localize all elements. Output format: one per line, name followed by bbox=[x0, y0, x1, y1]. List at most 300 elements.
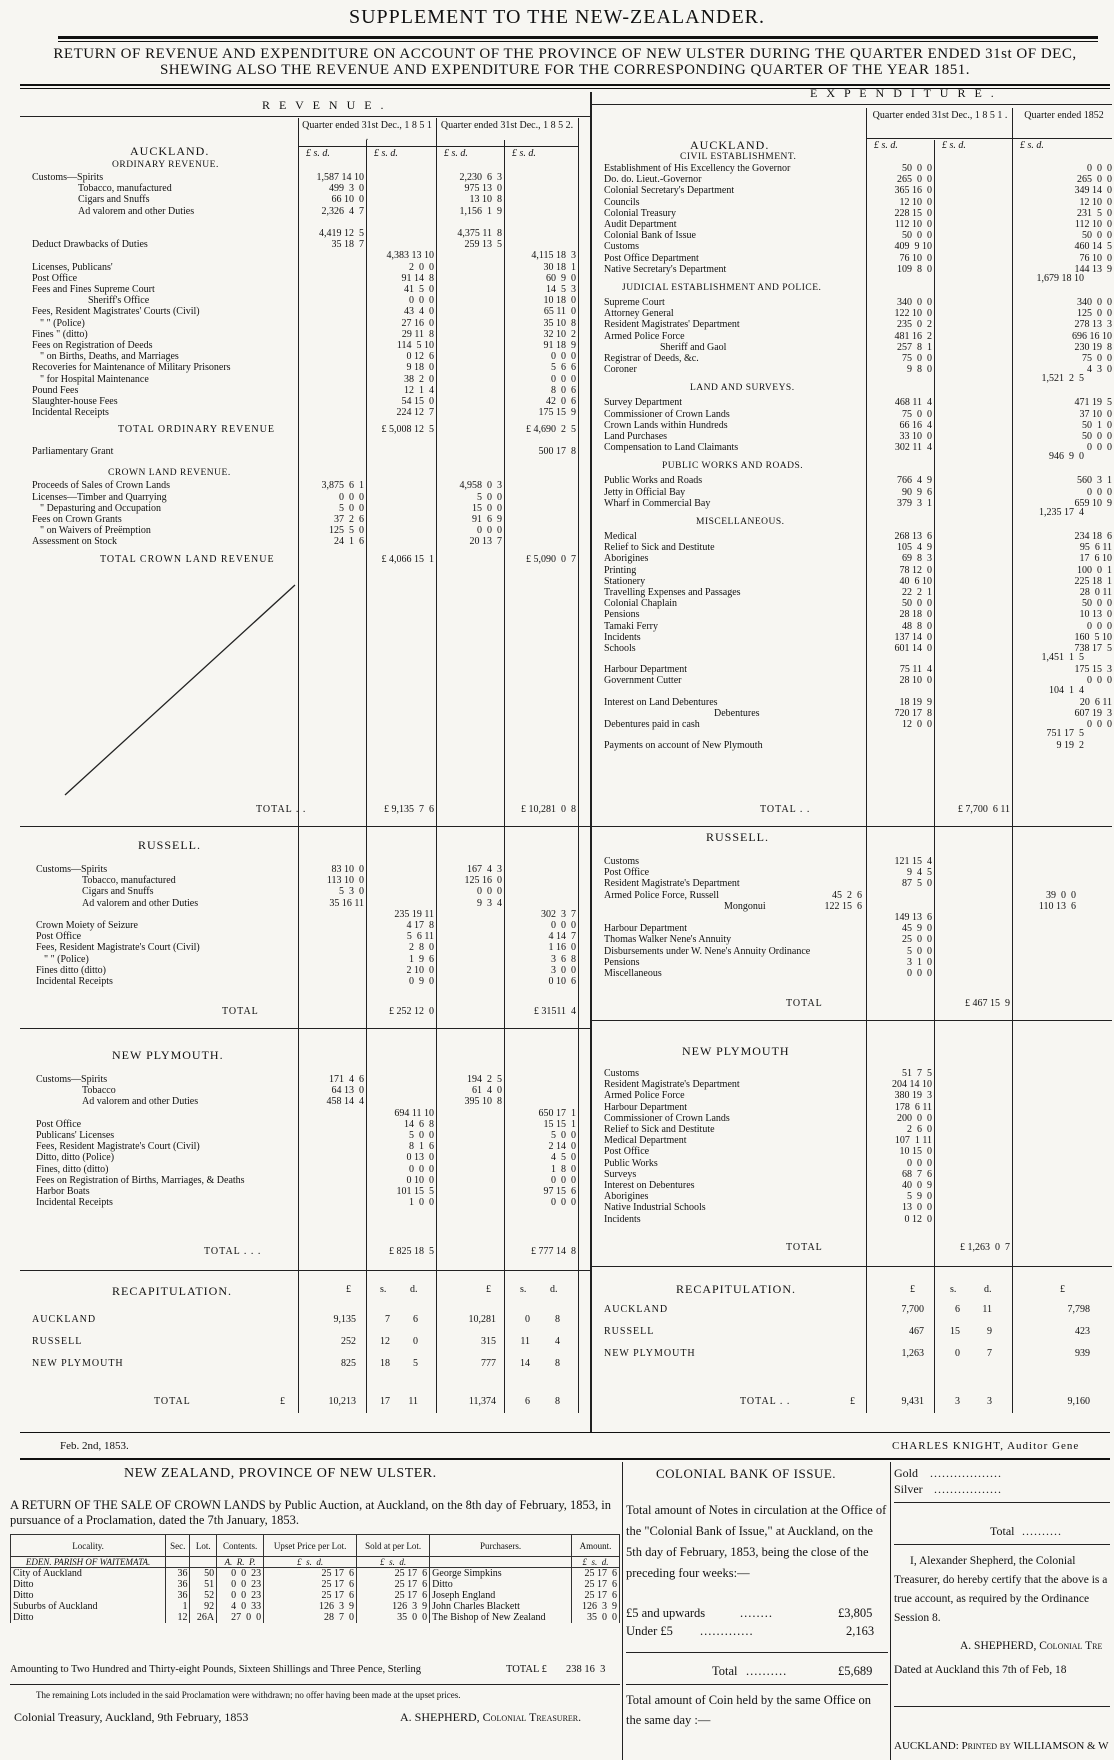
expenditure-line: Harbour Department bbox=[604, 923, 688, 935]
expenditure-line: Tamaki Ferry bbox=[604, 620, 659, 632]
lsd-header: £ bbox=[486, 1284, 491, 1295]
amount-1851-detail: 35 16 11 bbox=[329, 897, 364, 909]
amount-1852-detail: 1,156 1 9 bbox=[459, 205, 502, 217]
amount-1851-detail: 235 0 2 bbox=[897, 319, 932, 331]
crown-sale-header: Amount. bbox=[571, 1535, 619, 1557]
leader-dots: ........ bbox=[740, 1606, 773, 1620]
exp-col-line bbox=[934, 140, 935, 1413]
amount-1851: 3 1 0 bbox=[907, 956, 932, 968]
recap-total-shillings-1851: 3 bbox=[955, 1396, 960, 1407]
revenue-line: Tobacco, manufactured bbox=[82, 875, 176, 887]
expenditure-line: Pensions bbox=[604, 609, 640, 621]
rev-col-line bbox=[366, 140, 367, 1413]
crown-sale-title: NEW ZEALAND, PROVINCE OF NEW ULSTER. bbox=[124, 1466, 437, 1481]
rev-q1-header: Quarter ended 31st Dec., 1 8 5 1 . bbox=[302, 120, 432, 143]
amount-1851: 51 7 5 bbox=[902, 1068, 932, 1079]
recap-pence-1851: 7 bbox=[987, 1348, 992, 1359]
amount-1852: 0 0 0 bbox=[551, 920, 576, 931]
amount-1851-detail: 50 0 0 bbox=[902, 230, 932, 242]
expenditure-line: Colonial Bank of Issue bbox=[604, 230, 696, 242]
amount-1851: 2 0 0 bbox=[409, 261, 434, 273]
crown-sale-header-row bbox=[11, 1535, 620, 1557]
footer-rule bbox=[20, 1432, 1110, 1433]
subsection-title: ORDINARY REVENUE. bbox=[112, 160, 219, 170]
table-cell: Ditto bbox=[430, 1579, 572, 1590]
amount-1851-detail: 48 8 0 bbox=[902, 620, 932, 632]
total-label: TOTAL bbox=[786, 998, 823, 1009]
amount-1852-detail: 975 13 0 bbox=[464, 183, 502, 195]
amount-1852: 91 18 9 bbox=[543, 340, 576, 351]
amount-1851: 41 5 0 bbox=[404, 284, 434, 295]
revenue-line: Post Office bbox=[36, 931, 82, 943]
expenditure-line: Public Works and Roads bbox=[604, 475, 703, 487]
expenditure-line: Disbursements under W. Nene's Annuity Ordinance bbox=[604, 945, 811, 957]
subtotal-debentures-1851: 751 17 5 bbox=[1046, 728, 1084, 740]
subsection-title: PUBLIC WORKS AND ROADS. bbox=[662, 461, 804, 472]
amount-1852: 1 16 0 bbox=[548, 942, 576, 954]
revenue-line: Post Office bbox=[36, 1118, 82, 1130]
amount-1851-detail: 4,419 12 5 bbox=[319, 228, 364, 239]
expenditure-line: Armed Police Force bbox=[604, 1090, 685, 1102]
bank-coin: Total amount of Coin held by the same Office on the same day :— bbox=[626, 1693, 872, 1727]
amount-1852-detail: 4 3 0 bbox=[1087, 364, 1112, 376]
revenue-line: Customs—Spirits bbox=[36, 1074, 108, 1085]
recap-pence-1852: 4 bbox=[555, 1336, 560, 1347]
rev-col-line bbox=[504, 140, 505, 1413]
total-ordinary-1851: £ 5,008 12 5 bbox=[381, 424, 434, 436]
amount-1852-detail: 349 14 0 bbox=[1074, 185, 1112, 197]
expenditure-line: Public Works bbox=[604, 1157, 658, 1169]
revenue-line: " " (Police) bbox=[40, 317, 85, 329]
amount-1851: 2 10 0 bbox=[406, 964, 434, 976]
subtotal-civil-1851: 1,679 18 10 bbox=[1036, 273, 1084, 284]
leader-dots: ............. bbox=[700, 1624, 754, 1638]
amount-1851-detail: 720 17 8 bbox=[894, 707, 932, 719]
revenue-line: Fees, Resident Magistrate's Court (Civil) bbox=[36, 1141, 200, 1153]
recap-label: AUCKLAND bbox=[32, 1314, 97, 1325]
section-title: RECAPITULATION. bbox=[676, 1282, 796, 1296]
footer-divider bbox=[890, 1462, 891, 1760]
amount-1851-detail: 76 10 0 bbox=[899, 252, 932, 264]
table-cell: Ditto bbox=[11, 1579, 166, 1590]
amount-1851: 107 1 11 bbox=[894, 1135, 932, 1147]
subsection-title: CIVIL ESTABLISHMENT. bbox=[680, 152, 797, 162]
amount-1852-detail: 0 0 0 bbox=[477, 886, 502, 898]
table-cell: 25 17 6 bbox=[264, 1568, 357, 1580]
masthead-rule bbox=[58, 36, 1098, 39]
section-title: RECAPITULATION. bbox=[112, 1284, 232, 1298]
total-auckland-exp-1851: £ 7,700 6 11 bbox=[957, 804, 1010, 815]
rev-q2-header: Quarter ended 31st Dec., 1 8 5 2. bbox=[440, 120, 574, 131]
revenue-line: Fines, ditto (ditto) bbox=[36, 1163, 109, 1175]
expenditure-line: Native Secretary's Department bbox=[604, 263, 727, 275]
amount-1851-detail: 28 18 0 bbox=[899, 609, 932, 621]
amount-1851-detail: 5 0 0 bbox=[339, 502, 364, 514]
amount-1851: 5 9 0 bbox=[907, 1191, 932, 1203]
total-label: TOTAL bbox=[786, 1242, 823, 1253]
lsd-header: d. bbox=[410, 1284, 418, 1295]
revenue-line: Incidental Receipts bbox=[36, 976, 113, 987]
rule bbox=[626, 1684, 888, 1685]
expenditure-line: Thomas Walker Nene's Annuity bbox=[604, 934, 732, 946]
amount-1851-detail: 265 0 0 bbox=[897, 174, 932, 186]
report-subtitle: SHEWING ALSO THE REVENUE AND EXPENDITURE FOR THE CORRESPONDING QUARTER OF THE YEAR 1851. bbox=[159, 62, 971, 78]
revenue-line: Fees, Resident Magistrate's Court (Civil) bbox=[36, 942, 200, 954]
amount-1851: 114 5 10 bbox=[396, 340, 434, 351]
plymouth-payments-1851: 9 19 2 bbox=[1056, 740, 1084, 752]
amount-1852-detail: 10 13 0 bbox=[1079, 609, 1112, 621]
expenditure-line: Post Office Department bbox=[604, 252, 699, 264]
table-cell: 4 0 33 bbox=[217, 1601, 264, 1612]
amount-1852-detail: 50 0 0 bbox=[1082, 230, 1112, 242]
subsection-title: MISCELLANEOUS. bbox=[696, 517, 785, 527]
revenue-line: Tobacco bbox=[82, 1085, 116, 1097]
lsd-header: d. bbox=[550, 1284, 558, 1295]
lsd-header: £ bbox=[1060, 1284, 1065, 1295]
amount-1852: 0 0 0 bbox=[551, 1174, 576, 1186]
table-cell: George Simpkins bbox=[430, 1568, 572, 1580]
lsd-header: s. bbox=[380, 1284, 387, 1295]
recap-pence-1851: 6 bbox=[413, 1314, 418, 1325]
table-cell: 0 0 23 bbox=[217, 1590, 264, 1601]
amount-1851: 38 2 0 bbox=[404, 373, 434, 385]
amount-1852-detail: 91 6 9 bbox=[472, 514, 502, 525]
expenditure-line: Coroner bbox=[604, 364, 637, 376]
table-cell: 25 17 6 bbox=[357, 1579, 430, 1590]
subsection-title: JUDICIAL ESTABLISHMENT AND POLICE. bbox=[622, 283, 822, 293]
bank-title: COLONIAL BANK OF ISSUE. bbox=[656, 1466, 837, 1481]
bank-total-label: Total bbox=[712, 1664, 738, 1678]
crown-sale-subheader bbox=[430, 1557, 572, 1568]
expenditure-line: Native Industrial Schools bbox=[604, 1202, 706, 1214]
expenditure-line: Attorney General bbox=[604, 308, 674, 320]
recap-pounds-1851: 1,263 bbox=[901, 1348, 924, 1359]
bank-row1-value: £3,805 bbox=[838, 1606, 873, 1620]
lsd-header: £ s. d. bbox=[1020, 140, 1044, 151]
amount-1851-detail: 379 3 1 bbox=[897, 497, 932, 509]
amount-1852-detail: 560 3 1 bbox=[1077, 475, 1112, 487]
expenditure-line: Resident Magistrates' Department bbox=[604, 319, 740, 331]
amount-1852: 2 14 0 bbox=[548, 1141, 576, 1153]
subtotal-land-1851: 946 9 0 bbox=[1049, 451, 1084, 463]
table-cell: 28 7 0 bbox=[264, 1612, 357, 1623]
recap-pounds-1852: 777 bbox=[481, 1358, 496, 1369]
recap-shillings-1852: 11 bbox=[520, 1336, 530, 1347]
amount-in-words: Amounting to Two Hundred and Thirty-eight Pounds, Sixteen Shillings and Three Pence, Sterling bbox=[10, 1664, 422, 1675]
recap-shillings-1851: 15 bbox=[950, 1326, 960, 1337]
amount-1852: 4 5 0 bbox=[551, 1152, 576, 1164]
amount-1852: 1 8 0 bbox=[551, 1163, 576, 1175]
amount-1852: 175 15 9 bbox=[538, 407, 576, 419]
amount-1851: 149 13 6 bbox=[894, 912, 932, 923]
total-newplymouth-exp-1851: £ 1,263 0 7 bbox=[960, 1242, 1010, 1253]
recap-total-pounds-1852: 11,374 bbox=[468, 1396, 496, 1407]
expenditure-line: Resident Magistrate's Department bbox=[604, 1079, 740, 1091]
amount-1852: 0 0 0 bbox=[551, 351, 576, 363]
amount-1852: 10 18 0 bbox=[543, 295, 576, 307]
amount-1852-detail: 659 10 9 bbox=[1074, 497, 1112, 509]
recap-total-pence-1851: 3 bbox=[987, 1396, 992, 1407]
amount-1852-detail: 95 6 11 bbox=[1079, 542, 1112, 554]
recap-pence-1851: 5 bbox=[413, 1358, 418, 1369]
revenue-line: Ditto, ditto (Police) bbox=[36, 1152, 115, 1164]
table-cell: 25 17 6 bbox=[571, 1579, 619, 1590]
expenditure-line: Commissioner of Crown Lands bbox=[604, 408, 730, 420]
sale-note: The remaining Lots included in the said Proclamation were withdrawn; no offer having been made at the upset prices. bbox=[36, 1690, 461, 1700]
amount-1851: 40 0 9 bbox=[902, 1180, 932, 1191]
sale-total-label: TOTAL £ bbox=[506, 1664, 547, 1675]
sale-total: 238 16 3 bbox=[566, 1664, 606, 1675]
printer-imprint: AUCKLAND: Printed by WILLIAMSON & W bbox=[894, 1740, 1109, 1752]
amount-1852-detail: 12 10 0 bbox=[1079, 196, 1112, 208]
recap-pence-1851: 9 bbox=[987, 1326, 992, 1337]
expenditure-line: Do. do. Lieut.-Governor bbox=[604, 174, 702, 186]
amount-1852-detail: 278 13 3 bbox=[1074, 319, 1112, 331]
exp-col-line bbox=[1012, 108, 1013, 1413]
amount-1852-detail: 0 0 0 bbox=[1087, 486, 1112, 498]
crown-sale-header: Sec. bbox=[166, 1535, 190, 1557]
amount-1851-detail: 90 9 6 bbox=[902, 486, 932, 498]
footer-signature: CHARLES KNIGHT, Auditor Gene bbox=[892, 1440, 1080, 1452]
table-cell: 36 bbox=[166, 1590, 190, 1601]
total-label: TOTAL . . bbox=[760, 804, 811, 815]
table-cell: 126 3 9 bbox=[357, 1601, 430, 1612]
amount-1851-detail: 109 8 0 bbox=[897, 263, 932, 275]
amount-1851-detail: 78 12 0 bbox=[899, 564, 932, 576]
revenue-line: Recoveries for Maintenance of Military Prisoners bbox=[32, 362, 231, 374]
subtotal-misc-1851: 1,451 1 5 bbox=[1041, 652, 1084, 664]
amount-1851-detail: 22 2 1 bbox=[902, 587, 932, 598]
amount-1851: 101 15 5 bbox=[396, 1186, 434, 1197]
table-cell: 27 0 0 bbox=[217, 1612, 264, 1623]
amount-1852-detail: 2,230 6 3 bbox=[459, 172, 502, 183]
expenditure-line: Crown Lands within Hundreds bbox=[604, 419, 728, 431]
revenue-line: Fees and Fines Supreme Court bbox=[32, 284, 155, 295]
amount-1852-detail: 194 2 5 bbox=[467, 1074, 502, 1085]
amount-1852-detail: 15 0 0 bbox=[472, 502, 502, 514]
expenditure-line: Relief to Sick and Destitute bbox=[604, 1124, 715, 1135]
amount-1851-detail: 83 10 0 bbox=[331, 864, 364, 875]
expenditure-line: Relief to Sick and Destitute bbox=[604, 542, 715, 554]
expenditure-line: Printing bbox=[604, 564, 637, 576]
expenditure-line: Payments on account of New Plymouth bbox=[604, 740, 763, 752]
table-cell: 12 bbox=[166, 1612, 190, 1623]
sale-place: Colonial Treasury, Auckland, 9th February, 1853 bbox=[14, 1710, 249, 1724]
revenue-line: Deduct Drawbacks of Duties bbox=[32, 239, 148, 251]
revenue-line: Fees on Registration of Deeds bbox=[32, 340, 153, 351]
amount-1851: 4,383 13 10 bbox=[386, 250, 434, 262]
recap-label: NEW PLYMOUTH bbox=[604, 1348, 696, 1359]
recap-total-pounds-1851: 10,213 bbox=[328, 1396, 356, 1407]
bank-row2-label: Under £5 bbox=[626, 1624, 673, 1638]
amount-1852-detail: 125 0 0 bbox=[1077, 308, 1112, 320]
subtotal-harbour-1851: 104 1 4 bbox=[1049, 684, 1084, 696]
revenue-line: Ad valorem and other Duties bbox=[82, 897, 199, 909]
amount-1852-detail: 61 4 0 bbox=[472, 1085, 502, 1097]
amount-1852-detail: 50 0 0 bbox=[1082, 431, 1112, 442]
amount-1852-detail: 0 0 0 bbox=[1087, 675, 1112, 687]
lsd-header: s. bbox=[950, 1284, 957, 1295]
crown-sale-header: Lot. bbox=[190, 1535, 217, 1557]
table-cell: 26A bbox=[190, 1612, 217, 1623]
recap-total-label: TOTAL . . bbox=[740, 1396, 791, 1407]
revenue-line: Tobacco, manufactured bbox=[78, 183, 172, 195]
expenditure-line: Miscellaneous bbox=[604, 968, 662, 979]
amount-1851-detail: 113 10 0 bbox=[326, 875, 364, 887]
table-cell: 25 17 6 bbox=[264, 1590, 357, 1601]
amount-1851: 10 15 0 bbox=[899, 1146, 932, 1158]
recap-pounds-1852: 939 bbox=[1075, 1348, 1090, 1359]
revenue-line: Fees, Resident Magistrates' Courts (Civil) bbox=[32, 306, 200, 318]
recap-pence-1852: 8 bbox=[555, 1358, 560, 1369]
total-crown-1852: £ 5,090 0 7 bbox=[526, 553, 576, 565]
recap-pounds-1851: 7,700 bbox=[901, 1304, 924, 1315]
amount-1851: 0 10 0 bbox=[406, 1174, 434, 1186]
crown-sale-header: Purchasers. bbox=[430, 1535, 572, 1557]
crown-sale-subheader bbox=[190, 1557, 217, 1568]
expenditure-line: Survey Department bbox=[604, 397, 683, 409]
bank-total-value: £5,689 bbox=[838, 1664, 873, 1678]
expenditure-line: Colonial Chaplain bbox=[604, 598, 678, 610]
amount-1851: 0 12 6 bbox=[406, 351, 434, 363]
amount-1851-detail: 122 15 6 bbox=[824, 900, 862, 912]
revenue-line: Harbor Boats bbox=[36, 1186, 90, 1197]
crown-sale-subheader: £ s. d. bbox=[357, 1557, 430, 1568]
total-label: TOTAL CROWN LAND REVENUE bbox=[100, 553, 275, 565]
amount-1851-detail: 766 4 9 bbox=[897, 475, 932, 487]
amount-1851: 5 6 11 bbox=[406, 931, 434, 943]
revenue-line: Incidental Receipts bbox=[32, 407, 109, 419]
expenditure-line: Jetty in Official Bay bbox=[604, 486, 686, 498]
expenditure-line: Post Office bbox=[604, 1146, 650, 1158]
amount-1852-detail: 167 4 3 bbox=[467, 864, 502, 875]
expenditure-line: Government Cutter bbox=[604, 675, 682, 687]
recap-shillings-1852: 0 bbox=[525, 1314, 530, 1325]
amount-1852: 15 15 1 bbox=[543, 1118, 576, 1130]
amount-1851-detail: 50 0 0 bbox=[902, 163, 932, 174]
revenue-line: Crown Moiety of Seizure bbox=[36, 920, 138, 931]
amount-1851-detail: 257 8 1 bbox=[897, 341, 932, 353]
table-cell: 25 17 6 bbox=[571, 1590, 619, 1601]
amount-1851: 13 0 0 bbox=[902, 1202, 932, 1214]
amount-1852-detail: 28 0 11 bbox=[1079, 587, 1112, 598]
amount-1851: 68 7 6 bbox=[902, 1168, 932, 1180]
amount-1851-detail: 499 3 0 bbox=[329, 183, 364, 195]
amount-1851: 8 1 6 bbox=[409, 1141, 434, 1153]
revenue-line: Customs—Spirits bbox=[32, 172, 104, 183]
amount-1851: 0 0 0 bbox=[907, 1157, 932, 1169]
expenditure-heading: E X P E N D I T U R E . bbox=[810, 86, 997, 100]
crown-sale-subheader: £ s. d. bbox=[264, 1557, 357, 1568]
table-cell: City of Auckland bbox=[11, 1568, 166, 1580]
section-title: NEW PLYMOUTH. bbox=[112, 1048, 224, 1062]
expenditure-line: Interest on Land Debentures bbox=[604, 696, 718, 708]
leader-dots: ................. bbox=[934, 1482, 1002, 1496]
amount-1851: 27 16 0 bbox=[401, 317, 434, 329]
amount-1851: 91 14 8 bbox=[401, 272, 434, 284]
exp-q2-header: Quarter ended 1852 bbox=[1024, 110, 1104, 121]
recap-label: NEW PLYMOUTH bbox=[32, 1358, 124, 1369]
total-russell-exp-1851: £ 467 15 9 bbox=[965, 998, 1010, 1009]
revenue-line: Pound Fees bbox=[32, 384, 79, 396]
table-cell: 0 0 23 bbox=[217, 1579, 264, 1590]
rule bbox=[298, 146, 578, 147]
rule bbox=[20, 826, 590, 827]
section-title: RUSSELL. bbox=[138, 838, 202, 852]
expenditure-line: Establishment of His Excellency the Governor bbox=[604, 163, 791, 174]
rule bbox=[592, 1020, 1112, 1021]
recap-shillings-1851: 12 bbox=[380, 1336, 390, 1347]
expenditure-line: Schools bbox=[604, 643, 636, 654]
amount-1852-detail: 160 5 10 bbox=[1074, 631, 1112, 643]
revenue-line: Incidental Receipts bbox=[36, 1197, 113, 1209]
section-title: NEW PLYMOUTH bbox=[682, 1044, 790, 1058]
revenue-line: Sheriff's Office bbox=[88, 295, 150, 307]
amount-1851: 0 12 0 bbox=[904, 1213, 932, 1225]
lsd-header: £ s. d. bbox=[444, 148, 468, 159]
amount-1852-detail: 607 19 3 bbox=[1074, 707, 1112, 719]
amount-1851: 45 9 0 bbox=[902, 923, 932, 935]
amount-1851-detail: 12 0 0 bbox=[902, 719, 932, 730]
masthead-rule-thin bbox=[58, 41, 1098, 42]
rule bbox=[20, 1028, 590, 1029]
table-cell: 92 bbox=[190, 1601, 217, 1612]
amount-1852: 3 6 8 bbox=[551, 953, 576, 965]
recap-total-pounds-1852: 9,160 bbox=[1067, 1396, 1090, 1407]
recap-pence-1851: 0 bbox=[413, 1336, 418, 1347]
amount-1852: 65 11 0 bbox=[543, 306, 576, 318]
rule bbox=[20, 1270, 590, 1271]
masthead: SUPPLEMENT TO THE NEW-ZEALANDER. bbox=[348, 6, 766, 28]
amount-1852-detail: 112 10 0 bbox=[1074, 219, 1112, 230]
footer-rule bbox=[20, 1458, 1110, 1460]
amount-1851: 2 8 0 bbox=[409, 942, 434, 954]
amount-1852-detail: 395 10 8 bbox=[464, 1096, 502, 1108]
amount-1851-detail: 268 13 6 bbox=[894, 531, 932, 542]
lsd-header: £ s. d. bbox=[306, 148, 330, 159]
amount-1851: 5 0 0 bbox=[409, 1130, 434, 1141]
recap-total-label: TOTAL bbox=[154, 1396, 191, 1407]
expenditure-line: Incidents bbox=[604, 1213, 641, 1225]
amount-1851-detail: 35 18 7 bbox=[331, 239, 364, 251]
leader-dots: .......... bbox=[1022, 1524, 1062, 1538]
treasurer-signature: A. SHEPHERD, Colonial Tre bbox=[960, 1640, 1103, 1652]
table-cell: 52 bbox=[190, 1590, 217, 1601]
table-cell: Suburbs of Auckland bbox=[11, 1601, 166, 1612]
amount-1852-detail: 0 0 0 bbox=[1087, 620, 1112, 632]
expenditure-line: Post Office bbox=[604, 867, 650, 879]
amount-1852: 32 10 2 bbox=[543, 328, 576, 340]
leader-dots: .................. bbox=[930, 1466, 1002, 1480]
subtotal-judicial-1851: 1,521 2 5 bbox=[1041, 373, 1084, 385]
amount-1852-detail: 230 19 8 bbox=[1074, 341, 1112, 353]
section-title: AUCKLAND. bbox=[130, 144, 210, 158]
amount-1852: 302 3 7 bbox=[541, 908, 576, 920]
expenditure-line: Pensions bbox=[604, 956, 640, 968]
expenditure-line: Stationery bbox=[604, 575, 646, 587]
amount-1852-detail: 265 0 0 bbox=[1077, 174, 1112, 186]
crown-sale-subheader: EDEN. PARISH OF WAITEMATA. bbox=[11, 1557, 166, 1568]
total-label: TOTAL . . bbox=[256, 804, 307, 815]
expenditure-line: Land Purchases bbox=[604, 431, 668, 442]
expenditure-line: Incidents bbox=[604, 631, 641, 643]
crown-sale-intro: A RETURN OF THE SALE OF CROWN LANDS by Public Auction, at Auckland, on the 8th day of February, 1853, in pursuance of a Proclamation, dated the 7th January, 1853. bbox=[10, 1498, 612, 1527]
crown-sale-header: Upset Price per Lot. bbox=[264, 1535, 357, 1557]
crown-sale-header: Locality. bbox=[11, 1535, 166, 1557]
amount-1851-detail: 105 4 9 bbox=[897, 542, 932, 554]
certificate-date: Dated at Auckland this 7th of Feb, 18 bbox=[894, 1664, 1067, 1676]
bank-paragraph: Total amount of Notes in circulation at the Office of the "Colonial Bank of Issue," at Auckland, on the 5th day of February, 1853, being the close of the preceding four weeks:— bbox=[626, 1503, 887, 1580]
